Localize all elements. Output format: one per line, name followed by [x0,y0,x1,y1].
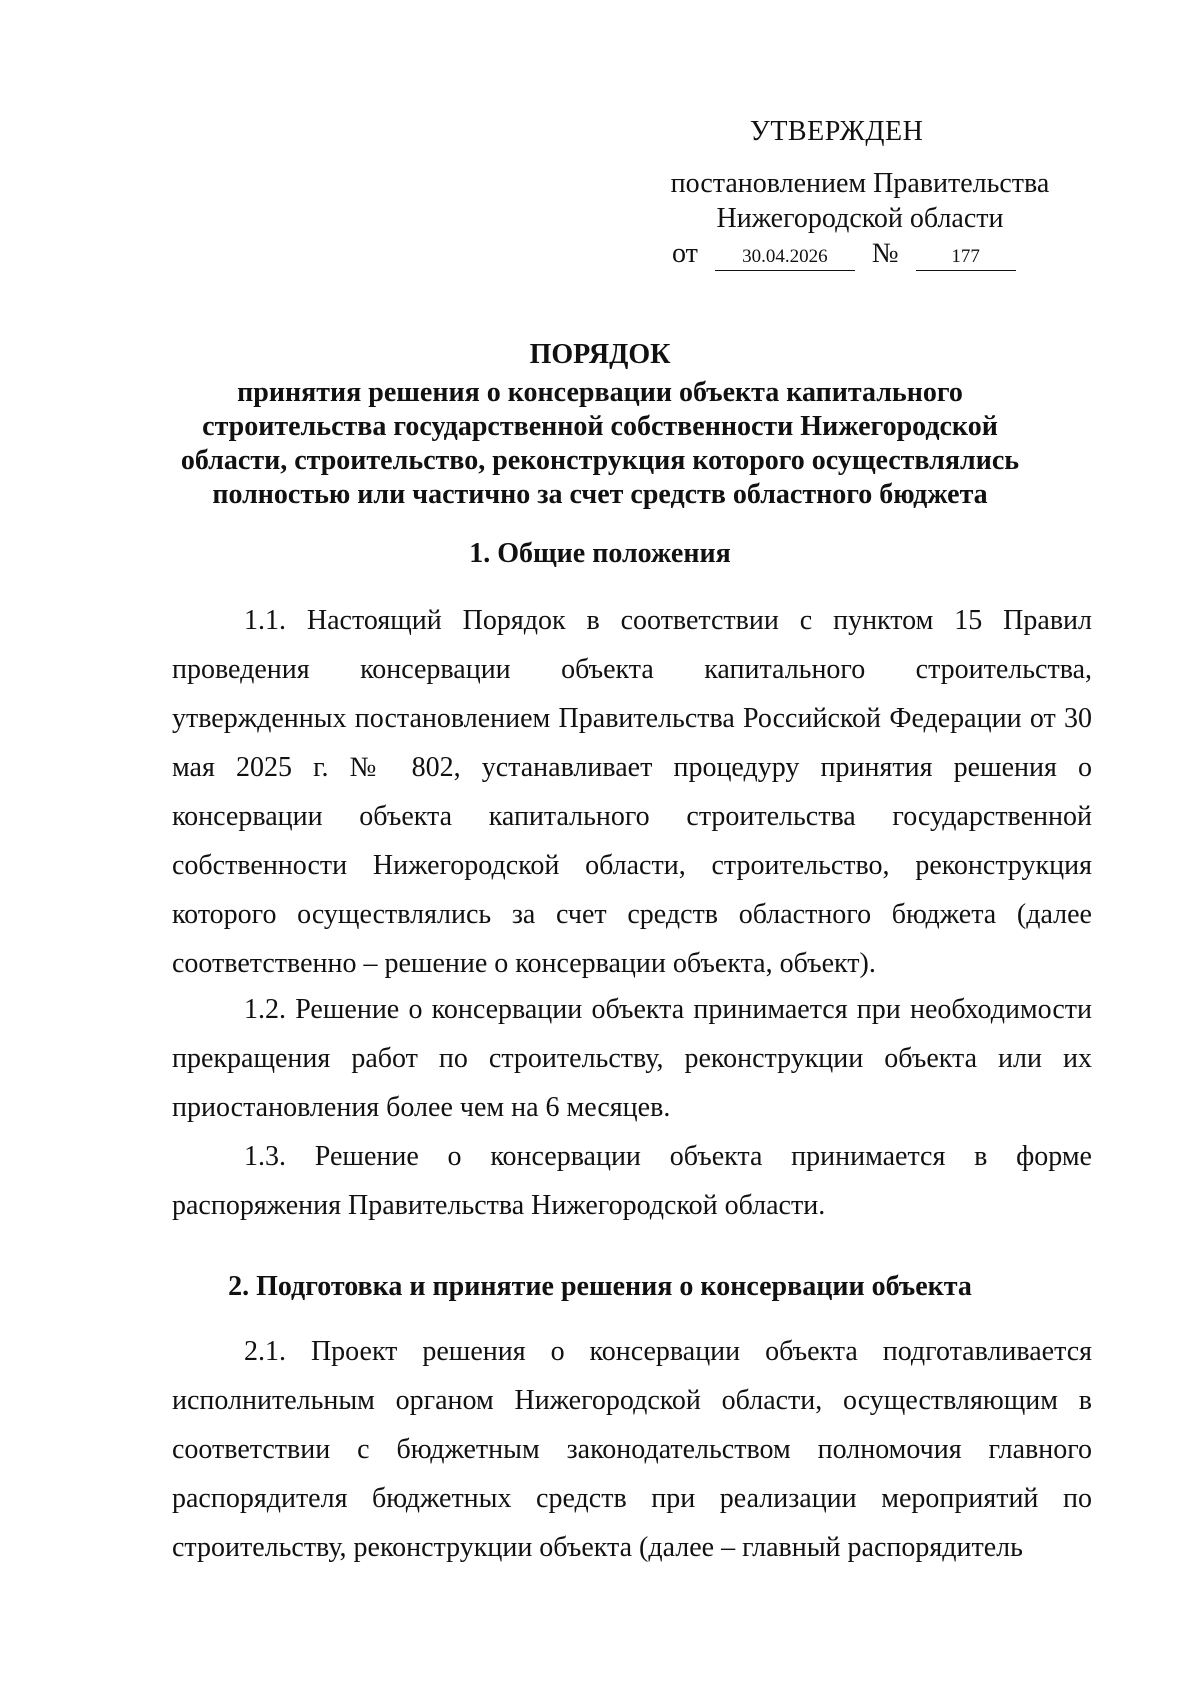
number-sign: № [871,238,899,269]
document-title: ПОРЯДОК [529,339,671,370]
approval-number: 177 [916,244,1016,271]
approval-date-number-line [672,236,1192,272]
paragraph-1-1: 1.1. Настоящий Порядок в соответствии с пунктом 15 Правил проведения консервации объекта капитального строительства, утвержденных постановлением Правительства Российской Федерации от 30 мая 2025 г. № 802, устанавливает процедуру принятия решения о консервации объекта капитального строительства государственной собственности Нижегородской области, строительство, реконструкция которого осуществлялись за счет средств областного бюджета (далее соответственно – решение о консервации объекта, объект). [172,605,1092,979]
paragraph-1-3: 1.3. Решение о консервации объекта принимается в форме распоряжения Правительства Нижегородской области. [172,1141,1092,1221]
approval-date: 30.04.2026 [715,244,855,271]
approval-heading: УТВЕРЖДЕН [750,116,924,147]
paragraph-1-2: 1.2. Решение о консервации объекта принимается при необходимости прекращения работ по строительству, реконструкции объекта или их приостановления более чем на 6 месяцев. [172,994,1092,1123]
section-1-heading: 1. Общие положения [469,538,731,569]
approval-line-1: постановлением Правительства [670,168,1050,199]
date-prefix: от [672,238,698,269]
approval-line-2: Нижегородской области [716,203,1004,234]
section-2-heading: 2. Подготовка и принятие решения о консервации объекта [228,1271,972,1302]
document-title-block [150,338,1050,512]
paragraph-2-1: 2.1. Проект решения о консервации объекта подготавливается исполнительным органом Нижегородской области, осуществляющим в соответствии с бюджетным законодательством полномочия главного распорядителя бюджетных средств при реализации мероприятий по строительству, реконструкции объекта (далее – главный распорядитель [172,1336,1092,1563]
document-subtitle: принятия решения о консервации объекта капитального строительства государственной собственности Нижегородской области, строительство, реконструкция которого осуществлялись полностью или частично за счет средств областного бюджета [180,377,1020,510]
